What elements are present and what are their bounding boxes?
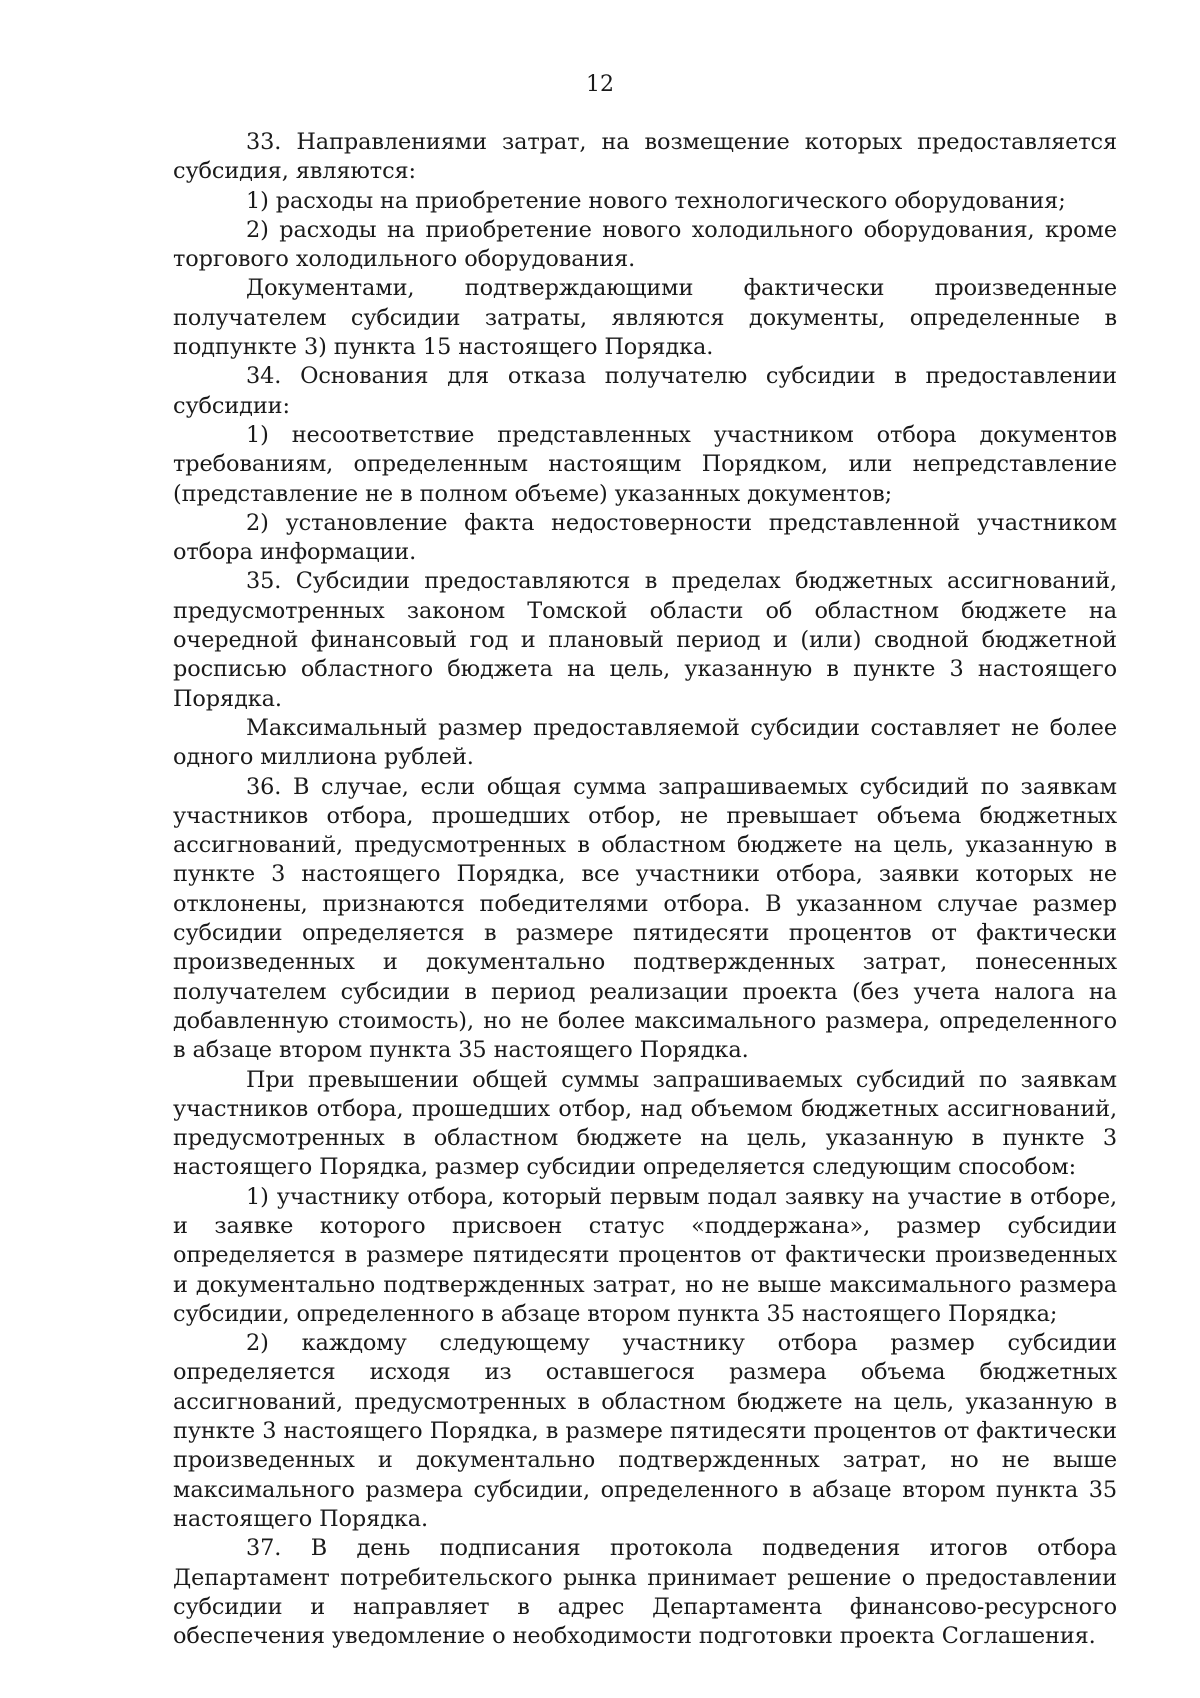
paragraph-36-excess: При превышении общей суммы запрашиваемых субсидий по заявкам участников отбора, прошедших отбор, над объемом бюджетных ассигнований, предусмотренных в областном бюджете на цель, указанную в пункте 3 настоящего Порядка, размер субсидии определяется следующим способом: [173,1066,1117,1181]
paragraph-33-item-2: 2) расходы на приобретение нового холодильного оборудования, кроме торгового холодильного оборудования. [173,216,1117,273]
paragraph-37: 37. В день подписания протокола подведения итогов отбора Департамент потребительского рынка принимает решение о предоставлении субсидии и направляет в адрес Департамента финансово-ресурсного обеспечения уведомление о необходимости подготовки проекта Соглашения. [173,1535,1117,1650]
paragraph-35-max-size: Максимальный размер предоставляемой субсидии составляет не более одного миллиона рублей. [173,714,1117,771]
paragraph-34-item-2: 2) установление факта недостоверности представленной участником отбора информации. [173,509,1117,566]
paragraph-36-item-2: 2) каждому следующему участнику отбора размер субсидии определяется исходя из оставшегося размера объема бюджетных ассигнований, предусмотренных в областном бюджете на цель, указанную в пункте 3 настоящего Порядка, в размере пятидесяти процентов от фактически произведенных и документально подтвержденных затрат, но не выше максимального размера субсидии, определенного в абзаце втором пункта 35 настоящего Порядка. [173,1330,1117,1532]
paragraph-35: 35. Субсидии предоставляются в пределах бюджетных ассигнований, предусмотренных законом Томской области об областном бюджете на очередной финансовый год и плановый период и (или) сводной бюджетной росписью областного бюджета на цель, указанную в пункте 3 настоящего Порядка. [173,568,1117,712]
paragraph-33: 33. Направлениями затрат, на возмещение которых предоставляется субсидия, являются: [173,129,1117,185]
paragraph-33-documents: Документами, подтверждающими фактически произведенные получателем субсидии затраты, являются документы, определенные в подпункте 3) пункта 15 настоящего Порядка. [173,275,1117,361]
paragraph-36: 36. В случае, если общая сумма запрашиваемых субсидий по заявкам участников отбора, прошедших отбор, не превышает объема бюджетных ассигнований, предусмотренных в областном бюджете на цель, указанную в пункте 3 настоящего Порядка, все участники отбора, заявки которых не отклонены, признаются победителями отбора. В указанном случае размер субсидии определяется в размере пятидесяти процентов от фактически произведенных и документально подтвержденных затрат, понесенных получателем субсидии в период реализации проекта (без учета налога на добавленную стоимость), но не более максимального размера, определенного в абзаце втором пункта 35 настоящего Порядка. [173,773,1117,1064]
paragraph-36-item-1: 1) участнику отбора, который первым подал заявку на участие в отборе, и заявке которого присвоен статус «поддержана», размер субсидии определяется в размере пятидесяти процентов от фактически произведенных и документально подтвержденных затрат, но не выше максимального размера субсидии, определенного в абзаце втором пункта 35 настоящего Порядка; [173,1183,1117,1327]
paragraph-34-item-1: 1) несоответствие представленных участником отбора документов требованиям, определенным настоящим Порядком, или непредставление (представление не в полном объеме) указанных документов; [173,421,1117,507]
page-number: 12 [586,72,614,97]
paragraph-34: 34. Основания для отказа получателю субсидии в предоставлении субсидии: [173,363,1117,419]
document-body [173,128,1117,1651]
paragraph-33-item-1: 1) расходы на приобретение нового технологического оборудования; [246,187,1066,214]
